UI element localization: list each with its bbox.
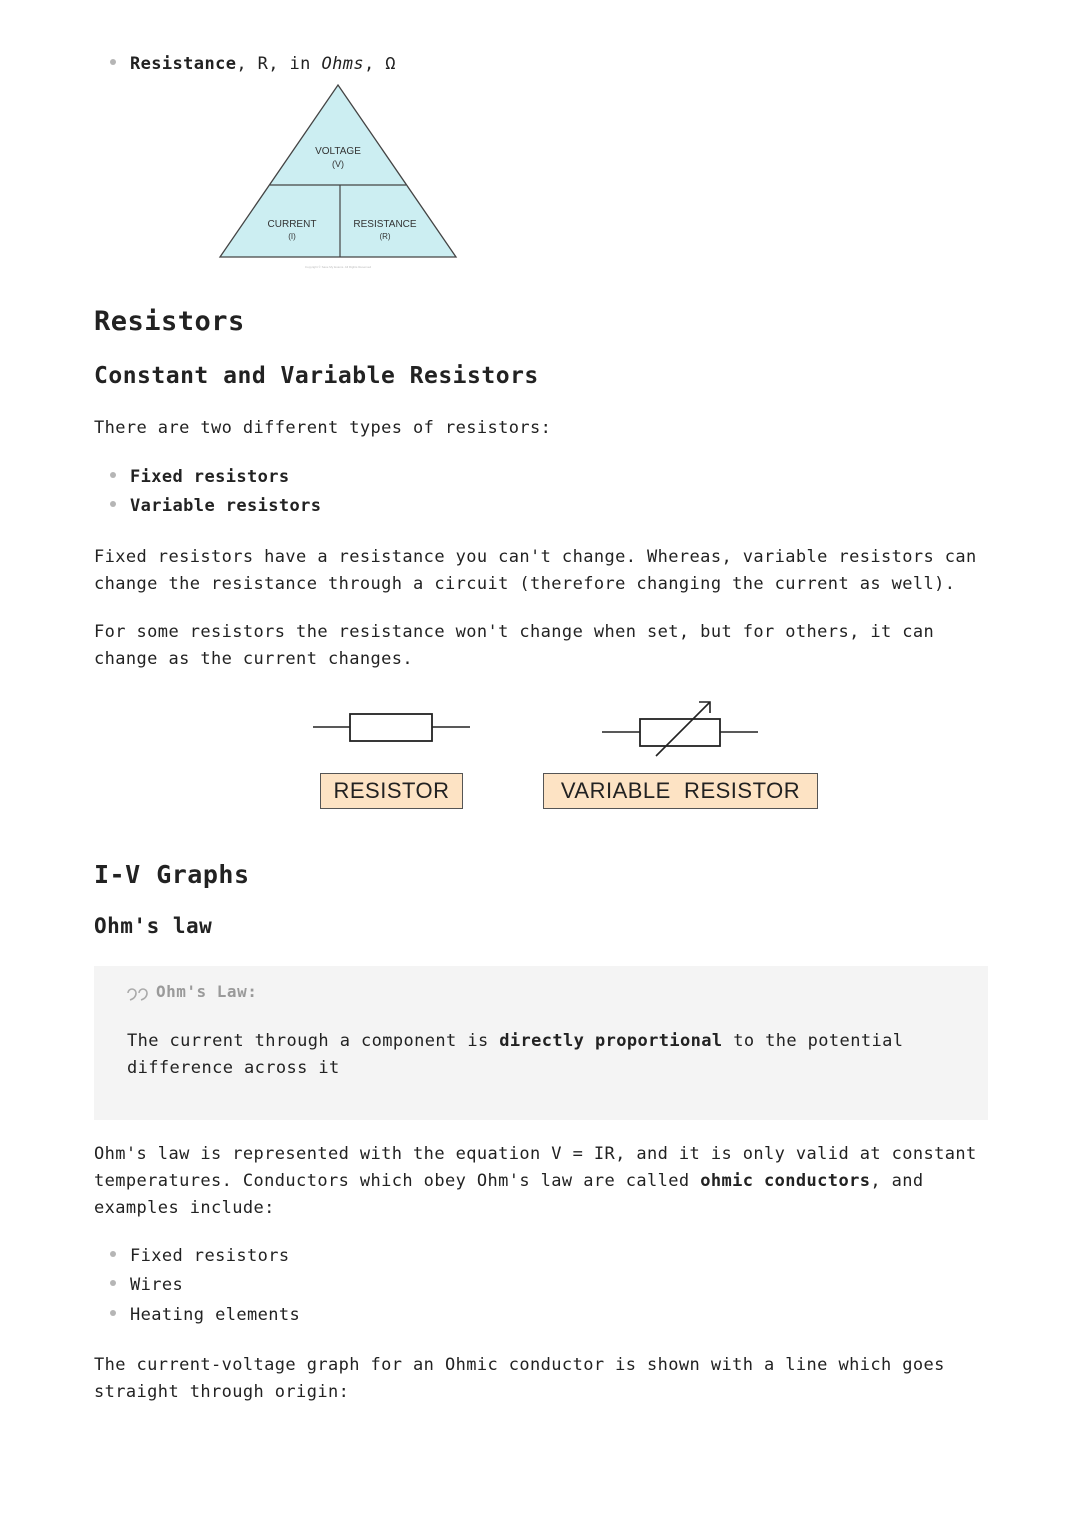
some-resistors-paragraph: For some resistors the resistance won't change when set, but for others, it can change as the current changes. [94, 622, 935, 669]
ohms-law-quote [94, 966, 988, 1120]
current-symbol: (I) [288, 232, 296, 241]
resistance-symbol: R [257, 54, 269, 74]
paragraph-text: Ohm's law is represented with the equation V = IR, and it is only valid at constant temperatures. Conductors which obey Ohm's law are called [94, 1144, 977, 1191]
variable-resistor-symbol-icon [598, 695, 763, 760]
graph-intro-paragraph: The current-voltage graph for an Ohmic conductor is shown with a line which goes straight through origin: [94, 1355, 945, 1402]
list-item [110, 1275, 183, 1295]
list-item [110, 1305, 300, 1325]
resistance-label: RESISTANCE [353, 219, 417, 230]
resistance-symbol-tri: (R) [379, 232, 391, 241]
formula-triangle [215, 80, 465, 275]
resistance-unit: Ohms [321, 54, 365, 74]
quote-icon [126, 983, 150, 1001]
bullet-dot [110, 59, 116, 65]
quote-text: The current through a component is [127, 1031, 500, 1051]
types-intro: There are two different types of resistors: [94, 418, 552, 438]
resistors-heading: Resistors [94, 306, 245, 337]
omega-symbol: Ω [385, 54, 396, 74]
current-label: CURRENT [267, 219, 317, 230]
separator: , [364, 54, 386, 74]
ohmic-conductors-term: ohmic conductors [700, 1171, 871, 1191]
list-item [110, 1246, 290, 1266]
bullet-dot [110, 1280, 116, 1286]
ohm-paragraph [94, 1141, 984, 1222]
paragraph-text: , and examples include: [94, 1171, 924, 1218]
iv-graphs-heading: I-V Graphs [94, 860, 250, 889]
resistor-label: RESISTOR [320, 773, 463, 809]
voltage-label: VOLTAGE [315, 146, 361, 157]
ohms-law-heading: Ohm's law [94, 914, 213, 938]
bullet-dot [110, 1310, 116, 1316]
voltage-symbol: (V) [332, 159, 344, 169]
separator: , [236, 54, 258, 74]
quote-title [126, 982, 257, 1001]
quote-emphasis: directly proportional [499, 1031, 723, 1051]
quote-body [127, 1028, 947, 1082]
fixed-variable-paragraph: Fixed resistors have a resistance you can't change. Whereas, variable resistors can change the resistance through a circuit (therefore changing the current as well). [94, 547, 977, 594]
resistance-term: Resistance [130, 54, 237, 74]
list-item-text: Heating elements [130, 1305, 301, 1325]
bullet-dot [110, 501, 116, 507]
list-item-text: Fixed resistors [130, 467, 290, 487]
quote-title-text: Ohm's Law: [156, 982, 258, 1001]
separator: , in [268, 54, 322, 74]
list-item-text: Fixed resistors [130, 1246, 290, 1266]
variable-resistor-label: VARIABLE RESISTOR [543, 773, 818, 809]
list-item [110, 496, 321, 516]
quote-text: to the potential difference across it [127, 1031, 904, 1078]
triangle-shape [220, 85, 456, 257]
copyright-text: Copyright © Save My Exams. All Rights Reserved [304, 265, 372, 269]
constant-variable-heading: Constant and Variable Resistors [94, 363, 539, 389]
resistor-symbol-icon [310, 705, 475, 750]
bullet-dot [110, 472, 116, 478]
list-item-text: Variable resistors [130, 496, 322, 516]
list-item-text: Wires [130, 1275, 184, 1295]
bullet-dot [110, 1251, 116, 1257]
resistance-bullet [110, 54, 396, 74]
list-item [110, 467, 290, 487]
